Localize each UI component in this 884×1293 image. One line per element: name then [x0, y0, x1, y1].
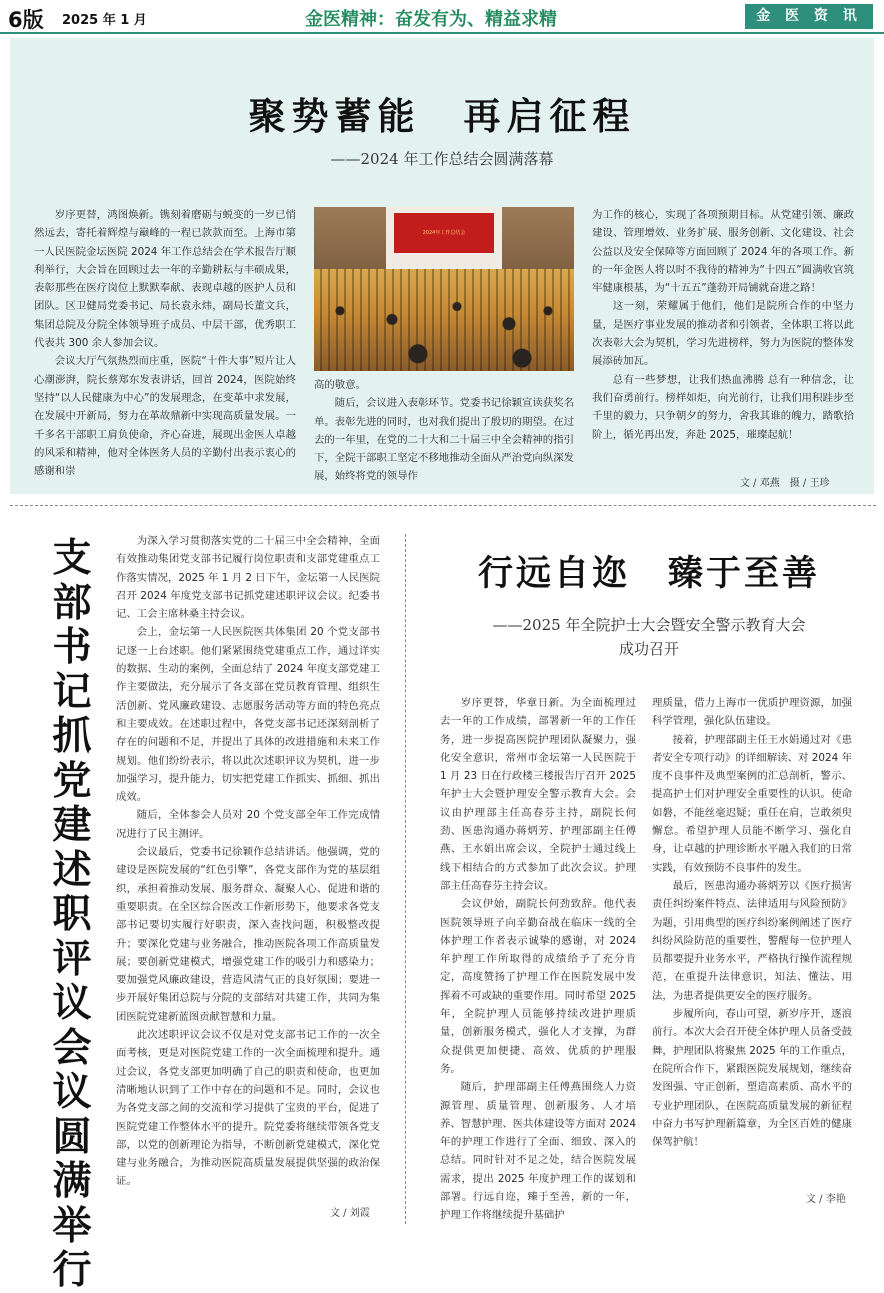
article3-column-1 [440, 694, 636, 1224]
article3-paragraph: 岁序更替，华章日新。为全面梳理过去一年的工作成绩，部署新一年的工作任务，进一步提高医院护理团队凝聚力，强化安全意识，常州市金坛第一人民医院于 1 月 23 日在行政楼三楼报告厅召开 2025 年护士大会暨护理安全警示教育大会。会议由护理部主任高春芬主持，副院长何劲、医患沟通办蒋炳芳、护理部副主任傅燕、王水娟出席会议，全院护士通过线上线下相结合的方式参加了此次会议。护理部主任高春芬主持会议。 [440, 697, 636, 892]
article2-body [116, 532, 380, 1196]
article1-subtitle: ——2024 年工作总结会圆满落幕 [330, 150, 554, 168]
article1-credit: 文 / 邓燕 摄 / 王珍 [740, 478, 830, 489]
article2-paragraph: 随后，全体参会人员对 20 个党支部全年工作完成情况进行了民主测评。 [116, 809, 380, 840]
article1-column-3 [592, 206, 854, 470]
stage-screen-text: 2024年工作总结会 [422, 230, 466, 236]
hospital-slogan: 金医精神：奋发有为、精益求精 [305, 9, 557, 30]
section-divider [10, 505, 876, 506]
article1-column-2 [314, 376, 574, 488]
article3-credit: 文 / 李艳 [806, 1194, 846, 1205]
article3-subtitle-line2: 成功召开 [618, 640, 679, 658]
article1-paragraph: 随后，会议进入表彰环节。党委书记徐颖宣读获奖名单。表彰先进的同时，也对我们提出了殷切的期望。在过去的一年里，在党的二十大和二十届三中全会精神的指引下，全院干部职工坚定不移地推动全面从严治党向纵深发展，始终将党的领导作 [314, 397, 574, 483]
article2-credit: 文 / 刘霞 [330, 1208, 370, 1219]
stage [386, 207, 502, 275]
article3-paragraph: 接着，护理部副主任王水娟通过对《患者安全专项行动》的详细解读、对 2024 年度不良事件及典型案例的汇总剖析，警示、提高护士们对护理安全重要性的认识。使命如磐，不能丝毫迟疑；重任在肩，岂敢须臾懈怠。希望护理人员能不断学习、强化自身，让卓越的护理诊断水平融入我们的日常实践，有效预防不良事件的发生。 [652, 733, 852, 874]
article2-paragraph: 会议最后，党委书记徐颖作总结讲话。他强调，党的建设是医院发展的“红色引擎”，各党支部作为党的基层组织，承担着推动发展、服务群众、凝聚人心、促进和谐的重要职责。在全区综合医改工作新形势下，他要求各党支部书记要切实履行好职责，深入查找问题，积极整改提升；要深化党建与业务融合，推动医院各项工作高质量发展；要创新党建模式，增强党建工作的吸引力和感染力；要加强党风廉政建设，营造风清气正的良好氛围；要进一步开展好集团总院与分院的支部结对共建工作，共同为集团医院党建新蓝图贡献智慧和力量。 [116, 846, 380, 1023]
article2-paragraph: 会上，金坛第一人民医院医共体集团 20 个党支部书记逐一上台述职。他们紧紧围绕党建重点工作，通过详实的数据、生动的案例，全面总结了 2024 年度支部党建工作主要做法，充分展示了各支部在党员教育管理、组织生活创新、党风廉政建设、志愿服务活动等方面的特色亮点和主要成效。在述职过程中，各党支部书记还深刻剖析了存在的问题和不足，并提出了具体的改进措施和未来工作规划。他们纷纷表示，将以此次述职评议为契机，进一步加强学习，提升能力，切实把党建工作抓实、抓细、抓出成效。 [116, 626, 380, 804]
audience [314, 285, 574, 371]
article3-paragraph: 最后，医患沟通办蒋炳芳以《医疗损害责任纠纷案件特点、法律适用与风险预防》为题，引用典型的医疗纠纷案例阐述了医疗纠纷风险防范的重要性，警醒每一位护理人员都要提升业务水平，严格执行操作流程规范，在重提升法律意识，知法、懂法、用法，为患者提供更安全的医疗服务。 [652, 879, 852, 1002]
page-header [0, 0, 884, 34]
article1-paragraph: 为工作的核心，实现了各项预期目标。从党建引领、廉政建设、管理增效、业务扩展、服务创新、文化建设、社会公益以及安全保障等方面回顾了 2024 年的各项工作。新的一年金医人将以时不我待的精神为“十四五”圆满收官筑牢健康根基，为“十五五”蓬勃开局铺就奋进之路！ [592, 209, 854, 295]
article3-paragraph: 步履所向，春山可望，新岁序开，逐浪前行。本次大会召开使全体护理人员备受鼓舞，护理团队将聚焦 2025 年的工作重点，在院所合作下，紧跟医院发展规划，继续奋发图强、守正创新，塑造高素质、高水平的专业护理团队，在医院高质量发展的新征程中奋力书写护理新篇章，为全区百姓的健康保驾护航！ [652, 1008, 852, 1149]
stage-screen [394, 213, 494, 253]
article2-paragraph: 为深入学习贯彻落实党的二十届三中全会精神，全面有效推动集团党支部书记履行岗位职责和支部党建重点工作落实情况，2025 年 1 月 2 日下午，金坛第一人民医院召开 2024 年度党支部书记抓党建述职评议会议。纪委书记、工会主席林桑主持会议。 [116, 535, 380, 621]
article2-title: 支部书记抓党建述职评议会议圆满举行 [52, 535, 92, 1293]
article1-paragraph: 岁序更替，鸿图焕新。镌刻着磨砺与蜕变的一岁已悄然远去，寄托着辉煌与巅峰的一程已款款而至。上海市第一人民医院金坛医院 2024 年工作总结会在学术报告厅顺利举行，大会旨在回顾过去一年的辛勤耕耘与丰硕成果，表彰那些在医疗岗位上默默奉献、表现卓越的医护人员和团队。区卫健局党委书记、局长袁永炜，副局长董文兵，集团总院及分院全体领导班子成员、中层干部，优秀职工代表共 300 余人参加会议。 [34, 209, 296, 350]
article3-paragraph: 随后，护理部副主任傅燕围绕人力资源管理、质量管理、创新服务、人才培养、智慧护理、医共体建设等方面对 2024 年的护理工作进行了全面、细致、深入的总结。同时针对不足之处，结合医院发展需求，提出 2025 年度护理工作的谋划和部署。行远自迩，臻于至善，新的一年，护理工作将继续提升基础护 [440, 1081, 636, 1222]
column-divider [405, 534, 406, 1224]
article1-paragraph: 会议大厅气氛热烈而庄重，医院“十件大事”短片让人心潮澎湃，院长蔡郑东发表讲话，回首 2024，医院始终坚持“以人民健康为中心”的发展理念，在变革中求发展，在发展中开新局，努力在革故鼎新中实现高质量发展。一千多名干部职工肩负使命，齐心奋进，展现出金医人卓越的风采和精神，他对全体医务人员的辛勤付出表示衷心的感谢和崇 [34, 355, 296, 478]
article1-column-1 [34, 206, 296, 488]
article3-subtitle-line1: ——2025 年全院护士大会暨安全警示教育大会 [492, 616, 806, 634]
section-brand: 金 医 资 讯 [745, 4, 873, 29]
article3-paragraph: 会议伊始，副院长何劲致辞。他代表医院领导班子向辛勤奋战在临床一线的全体护理工作者表示诚挚的感谢，对 2024 年护理工作所取得的成绩给予了充分肯定，高度赞扬了护理工作在医院发展中发挥着不可或缺的重要作用。同时希望 2025 年，全院护理人员能够持续改进护理质量，创新服务模式，强化人才支撑，为群众提供更加便捷、高效、优质的护理服务。 [440, 898, 636, 1075]
article3-column-2 [652, 694, 852, 1184]
issue-date: 2025 年 1 月 [62, 13, 147, 28]
article1-paragraph: 总有一些梦想，让我们热血沸腾 总有一种信念，让我们奋勇前行。榜样如炬，向光前行，让我们用积跬步至千里的毅力，只争朝夕的努力，舍我其谁的魄力，踏歌拾阶上，循光再出发，奔赴 2025，璀璨起航！ [592, 373, 854, 441]
article3-paragraph: 理质量，借力上海市一优质护理资源，加强科学管理，强化队伍建设。 [652, 697, 852, 728]
page-number: 6版 [8, 8, 44, 32]
article2-paragraph: 此次述职评议会议不仅是对党支部书记工作的一次全面考核，更是对医院党建工作的一次全面梳理和提升。通过会议，各党支部更加明确了自己的职责和使命，也更加清晰地认识到了工作中存在的问题和不足。同时，会议也为各党支部之间的交流和学习提供了宝贵的平台，促进了医院党建工作整体水平的提升。院党委将继续带领各党支部，以党的创新理论为指导，不断创新党建模式，深化党建与业务融合，为推动医院高质量发展提供坚强的政治保证。 [116, 1029, 380, 1188]
article1-title: 聚势蓄能 再启征程 [248, 94, 636, 138]
meeting-photo [314, 207, 574, 371]
article1-paragraph: 这一刻，荣耀属于他们，他们是院所合作的中坚力量，是医疗事业发展的推动者和引领者，全体职工将以此次表彰大会为契机，学习先进榜样，努力为医院的整体发展添砖加瓦。 [592, 300, 854, 368]
article1-paragraph: 高的敬意。 [314, 379, 366, 391]
article3-title: 行远自迩 臻于至善 [477, 553, 820, 594]
